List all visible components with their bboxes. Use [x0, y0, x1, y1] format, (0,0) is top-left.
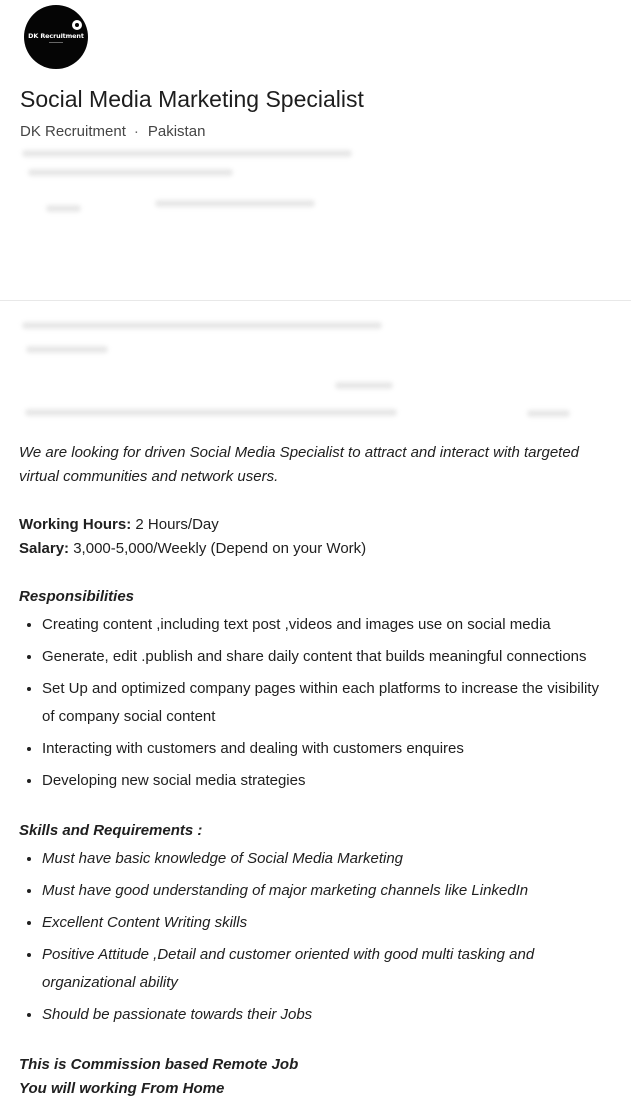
work-from-home-note: You will working From Home: [19, 1080, 225, 1097]
responsibility-item: • Developing new social media strategies: [42, 767, 609, 795]
redacted-line: [22, 150, 352, 157]
job-meta: [19, 513, 609, 561]
redacted-line: [25, 409, 397, 416]
job-title: Social Media Marketing Specialist: [20, 86, 364, 112]
working-hours-value: 2 Hours/Day: [135, 516, 219, 533]
logo-text: DK Recruitment: [28, 32, 84, 40]
remote-job-note: This is Commission based Remote Job: [19, 1056, 299, 1073]
salary-label: Salary:: [19, 540, 70, 557]
working-hours: [19, 513, 609, 537]
skill-item: • Should be passionate towards their Jobs: [42, 1001, 609, 1029]
job-location: Pakistan: [147, 123, 206, 140]
skill-item: • Must have basic knowledge of Social Media Marketing: [42, 845, 609, 873]
responsibility-item: • Creating content ,including text post ,videos and images use on social media: [42, 611, 609, 639]
salary-value: 3,000-5,000/Weekly (Depend on your Work): [73, 540, 367, 557]
job-subtitle: [20, 122, 205, 142]
skill-item: • Excellent Content Writing skills: [42, 909, 609, 937]
skill-item: • Must have good understanding of major marketing channels like LinkedIn: [42, 877, 609, 905]
section-divider: [0, 300, 631, 301]
responsibilities-list: [19, 611, 609, 795]
company-logo[interactable]: [24, 5, 88, 69]
skill-item: • Positive Attitude ,Detail and customer oriented with good multi tasking and organizational ability: [42, 941, 609, 997]
logo-circle-icon: [72, 20, 82, 30]
redacted-line: [335, 382, 393, 389]
job-description: [19, 441, 609, 1101]
redacted-line: [46, 205, 81, 212]
subtitle-separator: ·: [133, 123, 139, 140]
skills-list: [19, 845, 609, 1029]
redacted-line: [527, 410, 570, 417]
redacted-line: [28, 169, 233, 176]
redacted-line: [22, 322, 382, 329]
responsibilities-heading: Responsibilities: [19, 588, 135, 605]
skills-heading: Skills and Requirements :: [19, 822, 203, 839]
working-hours-label: Working Hours:: [19, 516, 132, 533]
responsibility-item: • Generate, edit .publish and share daily content that builds meaningful connections: [42, 643, 609, 671]
logo-underline: [49, 42, 63, 43]
redacted-line: [26, 346, 108, 353]
responsibility-item: • Interacting with customers and dealing with customers enquires: [42, 735, 609, 763]
responsibility-item: • Set Up and optimized company pages within each platforms to increase the visibility of company social content: [42, 675, 609, 731]
redacted-line: [155, 200, 315, 207]
salary: [19, 537, 609, 561]
company-name-link[interactable]: DK Recruitment: [20, 123, 126, 140]
job-intro: We are looking for driven Social Media Specialist to attract and interact with targeted virtual communities and network users.: [19, 444, 580, 485]
